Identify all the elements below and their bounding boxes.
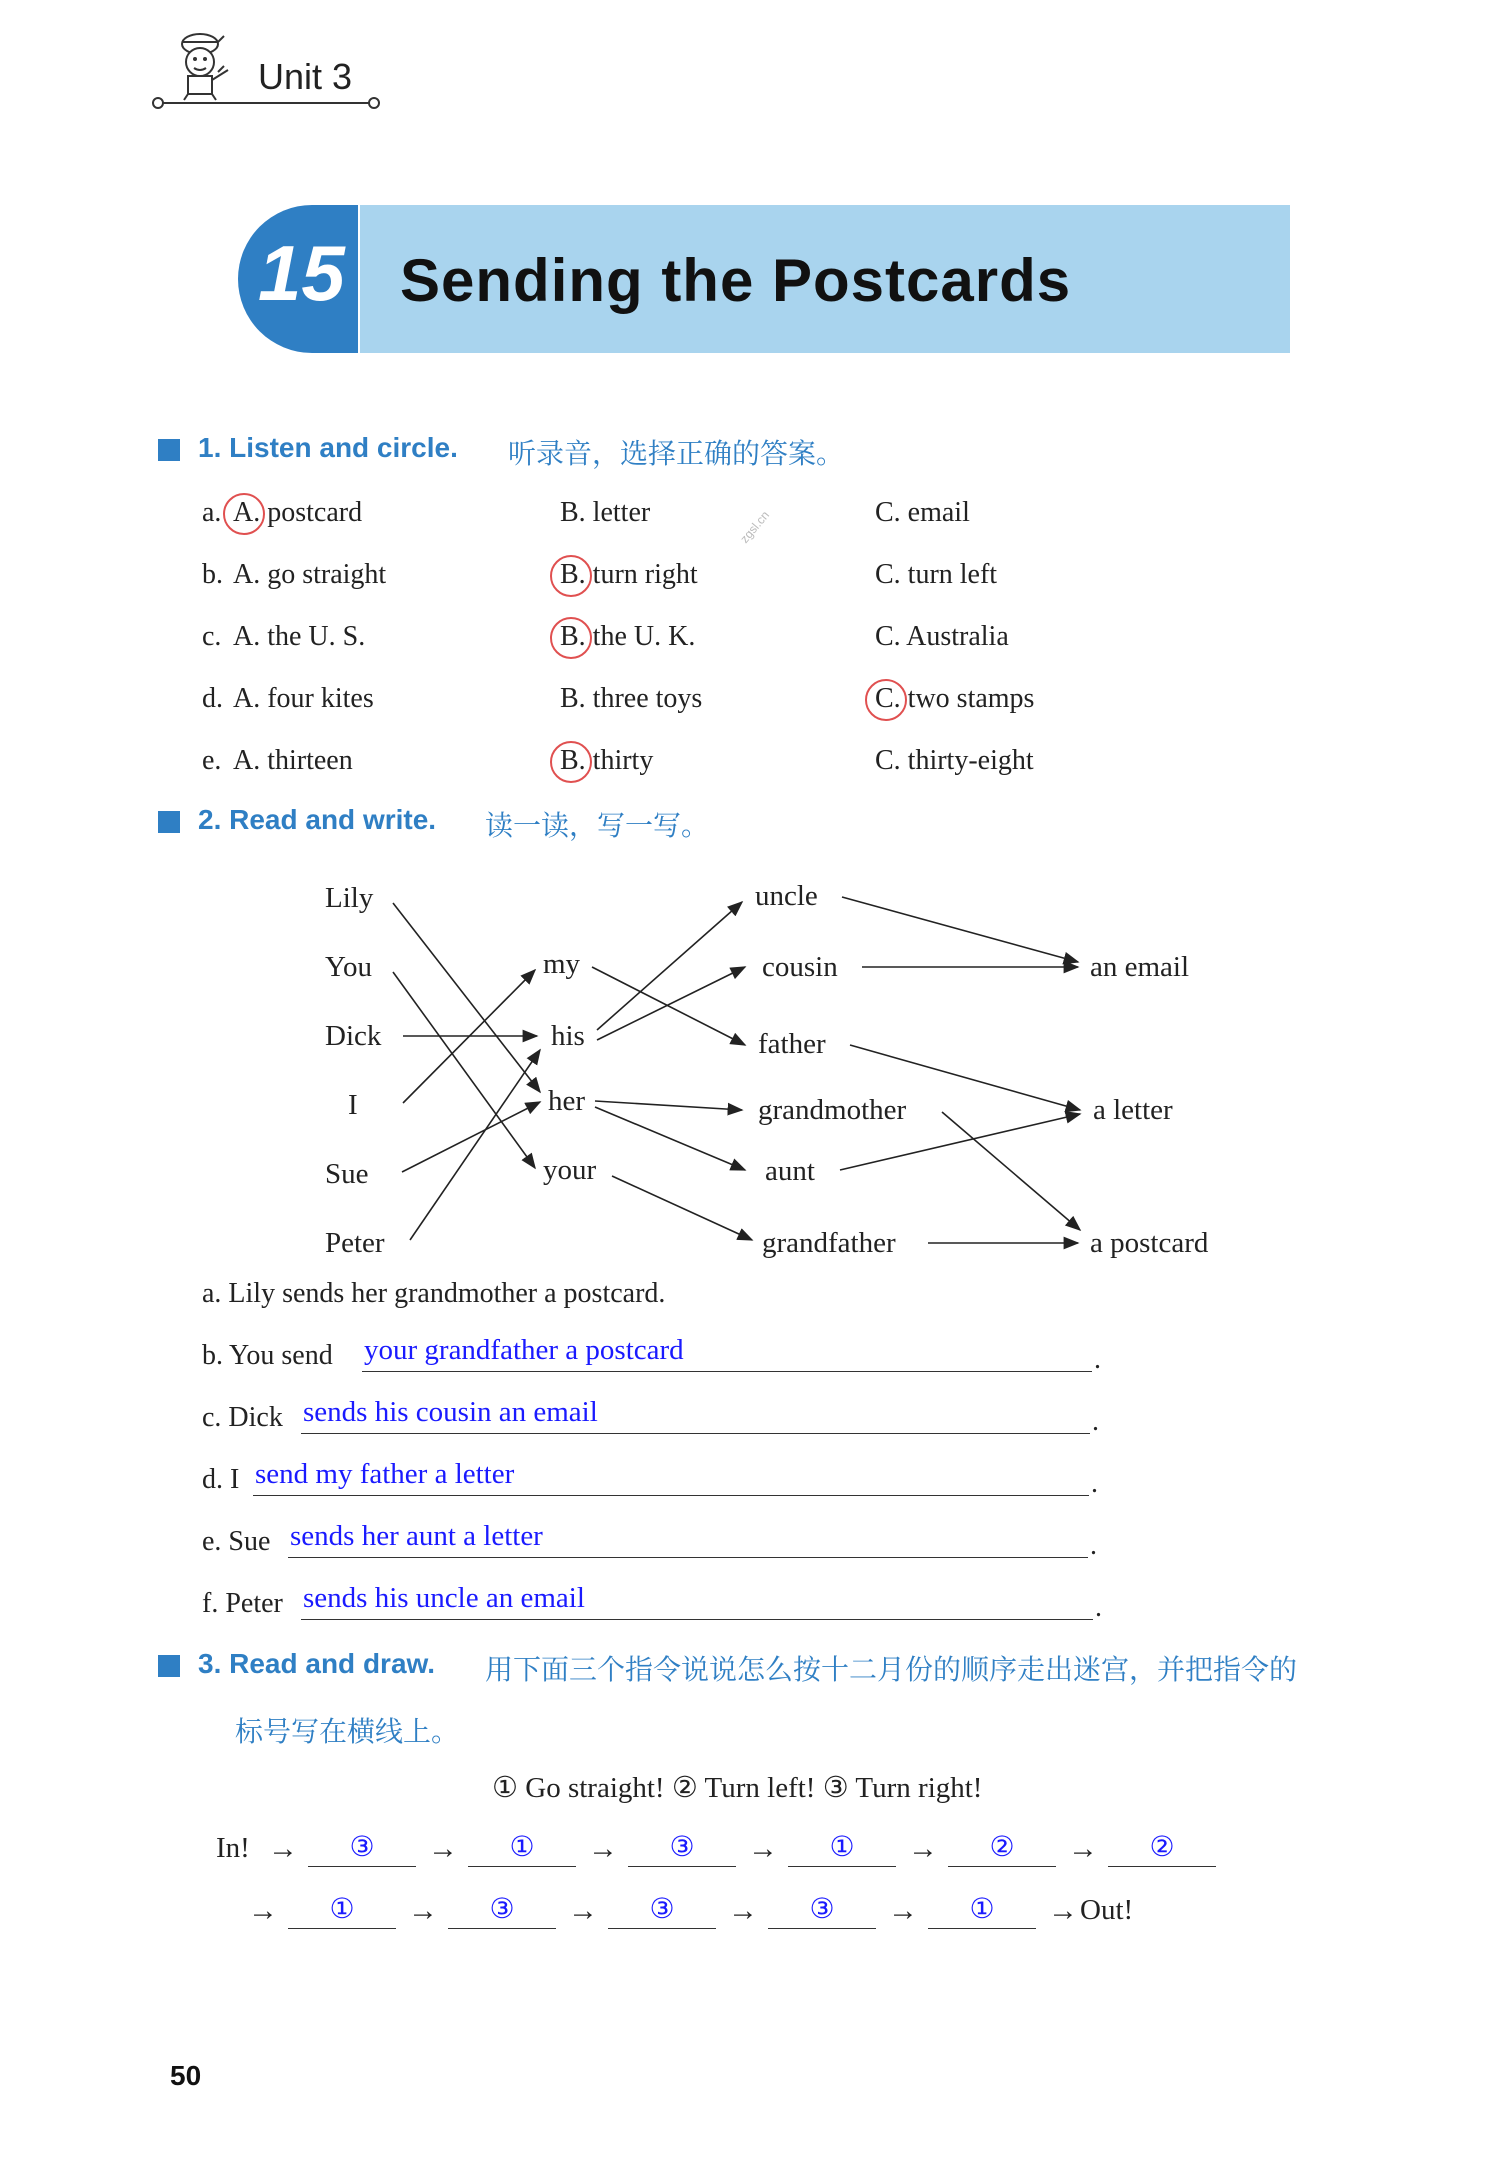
pronoun-your: your	[543, 1154, 597, 1186]
maze-arrow: →	[428, 1832, 458, 1865]
sentence-e-line	[288, 1557, 1088, 1558]
sentence-d-line	[253, 1495, 1089, 1496]
maze-answer[interactable]: ③	[349, 1832, 375, 1863]
item-a-letter: a letter	[1093, 1094, 1173, 1126]
maze-start: In!	[216, 1832, 250, 1864]
person-dick: Dick	[325, 1020, 382, 1052]
answer-option[interactable]: B. the U. K.	[560, 621, 696, 652]
maze-arrow: →	[588, 1832, 618, 1865]
maze-answer-line	[628, 1866, 736, 1867]
sentence-d-answer[interactable]: send my father a letter	[255, 1458, 515, 1490]
relative-cousin: cousin	[762, 951, 838, 983]
answer-option[interactable]: C. turn left	[875, 559, 998, 590]
line-sue-her	[402, 1102, 540, 1172]
person-lily: Lily	[325, 882, 374, 914]
relative-aunt: aunt	[765, 1155, 815, 1187]
answer-option[interactable]: A. four kites	[233, 683, 374, 714]
maze-answer-line	[288, 1928, 396, 1929]
relative-grandfather: grandfather	[762, 1227, 896, 1259]
lesson-title: Sending the Postcards	[400, 247, 1072, 314]
maze-arrow: →	[268, 1832, 298, 1865]
maze-answer[interactable]: ②	[989, 1832, 1015, 1863]
section1-title-cn: 听录音，选择正确的答案。	[508, 439, 845, 470]
maze-answer-line	[1108, 1866, 1216, 1867]
answer-option[interactable]: B. turn right	[560, 559, 698, 590]
person-you: You	[325, 951, 373, 983]
sentence-f-prefix: f. Peter	[202, 1588, 283, 1619]
sentence-d-period: .	[1091, 1468, 1098, 1499]
sentence-f-period: .	[1095, 1592, 1102, 1623]
watermark: zgsl.cn	[737, 508, 773, 546]
answer-option[interactable]: A. the U. S.	[233, 621, 366, 652]
answer-option[interactable]: C. email	[875, 497, 970, 528]
maze-arrow: →	[1048, 1894, 1078, 1927]
maze-answer[interactable]: ③	[649, 1894, 675, 1925]
item-an-email: an email	[1090, 951, 1190, 983]
maze-answer-line	[608, 1928, 716, 1929]
relative-uncle: uncle	[755, 880, 818, 912]
maze-end: Out!	[1080, 1894, 1134, 1926]
answer-option[interactable]: C. two stamps	[875, 683, 1035, 714]
sentence-c-period: .	[1092, 1406, 1099, 1437]
maze-answer[interactable]: ②	[1149, 1832, 1175, 1863]
section3-title-cn-line2: 标号写在横线上。	[235, 1717, 460, 1748]
maze-answer-line	[308, 1866, 416, 1867]
sentence-b-prefix: b. You send	[202, 1340, 333, 1371]
line-her-grandmother	[595, 1101, 742, 1110]
maze-arrow: →	[248, 1894, 278, 1927]
section3-title-cn-line1: 用下面三个指令说说怎么按十二月份的顺序走出迷宫，并把指令的	[485, 1655, 1298, 1686]
unit-label: Unit 3	[258, 56, 353, 97]
maze-answer[interactable]: ①	[829, 1832, 855, 1863]
pronoun-her: her	[548, 1085, 586, 1117]
line-her-aunt	[595, 1107, 745, 1170]
command-list: ① Go straight! ② Turn left! ③ Turn right!	[492, 1772, 983, 1804]
question-label: c.	[202, 621, 222, 652]
maze-answer-line	[928, 1928, 1036, 1929]
line-lily-her	[393, 903, 540, 1092]
person-i: I	[348, 1089, 358, 1121]
maze-arrow: →	[408, 1894, 438, 1927]
maze-answer-line	[948, 1866, 1056, 1867]
maze-arrow: →	[908, 1832, 938, 1865]
section3-marker	[158, 1655, 180, 1677]
line-you-your	[393, 972, 535, 1168]
line-your-grandfather	[612, 1176, 752, 1240]
line-his-uncle	[597, 902, 742, 1030]
maze-answer[interactable]: ③	[489, 1894, 515, 1925]
maze-arrow: →	[1068, 1832, 1098, 1865]
maze-answer-line	[768, 1928, 876, 1929]
section2-title-cn: 读一读，写一写。	[485, 811, 710, 842]
maze-arrow: →	[748, 1832, 778, 1865]
lesson-number: 15	[258, 229, 345, 317]
answer-option[interactable]: C. Australia	[875, 621, 1009, 652]
maze-answer[interactable]: ①	[509, 1832, 535, 1863]
sentence-f-line	[301, 1619, 1093, 1620]
section3-title: 3. Read and draw.	[198, 1648, 436, 1679]
page-number: 50	[170, 2060, 202, 2091]
answer-option[interactable]: A. thirteen	[233, 745, 353, 776]
example-sentence: a. Lily sends her grandmother a postcard.	[202, 1278, 666, 1309]
relative-grandmother: grandmother	[758, 1094, 907, 1126]
maze-answer-line	[788, 1866, 896, 1867]
sentence-c-prefix: c. Dick	[202, 1402, 283, 1433]
sentence-c-answer[interactable]: sends his cousin an email	[303, 1396, 598, 1428]
question-label: d.	[202, 683, 223, 714]
maze-answer-line	[468, 1866, 576, 1867]
question-label: a.	[202, 497, 222, 528]
person-peter: Peter	[325, 1227, 385, 1259]
maze-answer[interactable]: ①	[969, 1894, 995, 1925]
sentence-e-prefix: e. Sue	[202, 1526, 271, 1557]
section2-title: 2. Read and write.	[198, 804, 437, 835]
sentence-d-prefix: d. I	[202, 1464, 240, 1495]
item-a-postcard: a postcard	[1090, 1227, 1209, 1259]
line-aunt-letter	[840, 1114, 1080, 1170]
sentence-e-answer[interactable]: sends her aunt a letter	[290, 1520, 543, 1552]
maze-arrow: →	[728, 1894, 758, 1927]
maze-answer[interactable]: ①	[329, 1894, 355, 1925]
line-peter-his	[410, 1050, 540, 1240]
sentence-f-answer[interactable]: sends his uncle an email	[303, 1582, 585, 1614]
sentence-c-line	[301, 1433, 1090, 1434]
answer-option[interactable]: B. letter	[560, 497, 651, 528]
answer-option[interactable]: B. thirty	[560, 745, 654, 776]
pronoun-my: my	[543, 948, 581, 980]
answer-option[interactable]: C. thirty-eight	[875, 745, 1034, 776]
maze-arrow: →	[888, 1894, 918, 1927]
question-label: b.	[202, 559, 223, 590]
sentence-e-period: .	[1090, 1530, 1097, 1561]
maze-answer[interactable]: ③	[809, 1894, 835, 1925]
sentence-b-period: .	[1094, 1344, 1101, 1375]
question-label: e.	[202, 745, 222, 776]
sentence-b-line	[362, 1371, 1092, 1372]
answer-option[interactable]: A. postcard	[233, 497, 363, 528]
sentence-b-answer[interactable]: your grandfather a postcard	[364, 1334, 684, 1366]
person-sue: Sue	[325, 1158, 369, 1190]
answer-option[interactable]: A. go straight	[233, 559, 387, 590]
maze-arrow: →	[568, 1894, 598, 1927]
section1-title: 1. Listen and circle.	[198, 432, 458, 463]
line-his-cousin	[597, 967, 745, 1040]
relative-father: father	[758, 1028, 826, 1060]
line-uncle-email	[842, 897, 1078, 962]
pronoun-his: his	[551, 1020, 585, 1052]
maze-answer[interactable]: ③	[669, 1832, 695, 1863]
answer-option[interactable]: B. three toys	[560, 683, 703, 714]
line-father-letter	[850, 1045, 1080, 1110]
maze-answer-line	[448, 1928, 556, 1929]
